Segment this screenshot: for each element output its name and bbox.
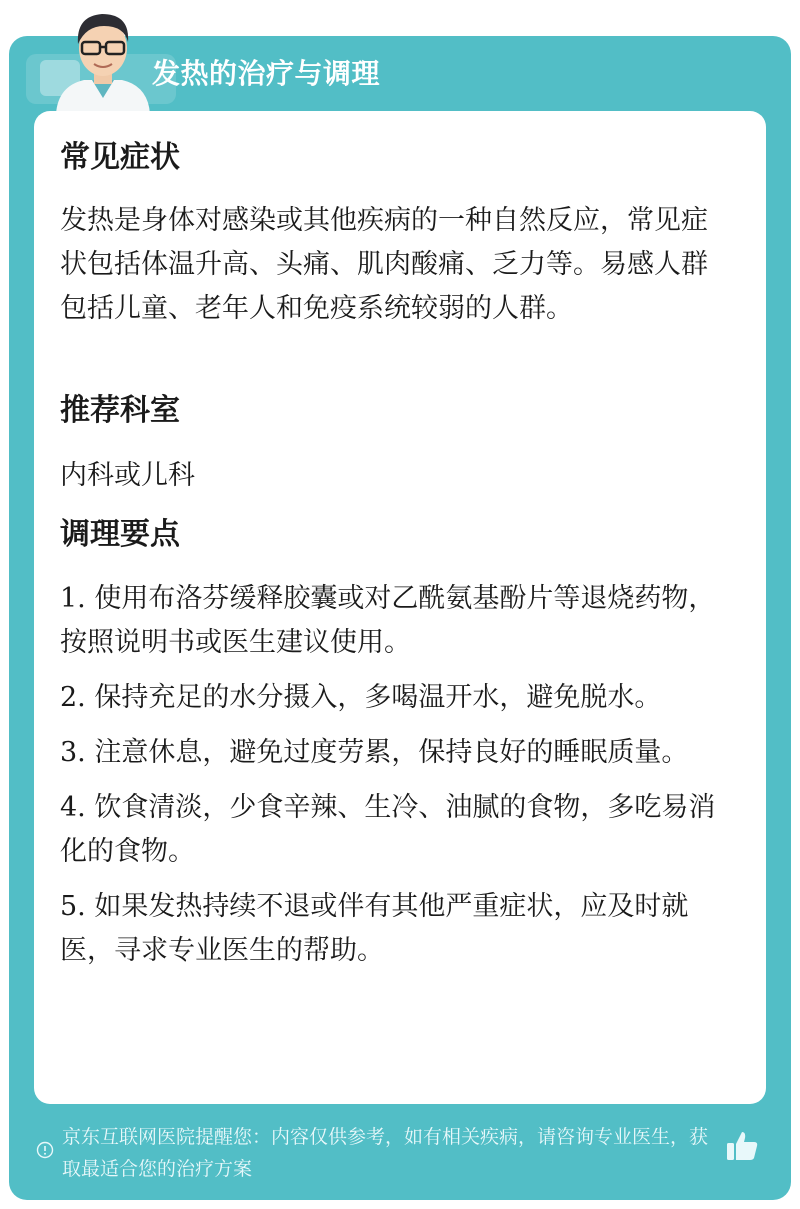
care-tips-list bbox=[60, 577, 730, 984]
list-item-text: 保持充足的水分摄入，多喝温开水，避免脱水。 bbox=[94, 682, 662, 713]
list-item bbox=[60, 885, 730, 973]
page-title: 发热的治疗与调理 bbox=[152, 57, 381, 90]
footer-disclaimer: 京东互联网医院提醒您：内容仅供参考，如有相关疾病，请咨询专业医生，获取最适合您的治疗方案 bbox=[62, 1126, 709, 1180]
list-item-text: 如果发热持续不退或伴有其他严重症状，应及时就医，寻求专业医生的帮助。 bbox=[60, 891, 689, 966]
list-item-text: 使用布洛芬缓释胶囊或对乙酰氨基酚片等退烧药物，按照说明书或医生建议使用。 bbox=[60, 583, 716, 658]
info-icon bbox=[36, 1141, 54, 1159]
list-item-number: 4. bbox=[60, 792, 86, 823]
list-item-text: 注意休息，避免过度劳累，保持良好的睡眠质量。 bbox=[94, 737, 689, 768]
section-body-department: 内科或儿科 bbox=[60, 460, 195, 491]
list-item-number: 1. bbox=[60, 583, 86, 614]
doctor-avatar bbox=[44, 6, 162, 114]
list-item bbox=[60, 676, 730, 720]
section-heading-department: 推荐科室 bbox=[60, 393, 180, 428]
list-item bbox=[60, 786, 730, 874]
list-item-text: 饮食清淡，少食辛辣、生冷、油腻的食物，多吃易消化的食物。 bbox=[60, 792, 716, 867]
thumbs-up-icon[interactable] bbox=[724, 1128, 760, 1164]
section-body-symptoms: 发热是身体对感染或其他疾病的一种自然反应，常见症状包括体温升高、头痛、肌肉酸痛、乏力等。易感人群包括儿童、老年人和免疫系统较弱的人群。 bbox=[60, 205, 708, 324]
section-heading-symptoms: 常见症状 bbox=[60, 140, 180, 175]
list-item bbox=[60, 577, 730, 665]
list-item bbox=[60, 731, 730, 775]
list-item-number: 5. bbox=[60, 891, 86, 922]
section-heading-care-tips: 调理要点 bbox=[60, 517, 180, 552]
list-item-number: 3. bbox=[60, 737, 86, 768]
list-item-number: 2. bbox=[60, 682, 86, 713]
